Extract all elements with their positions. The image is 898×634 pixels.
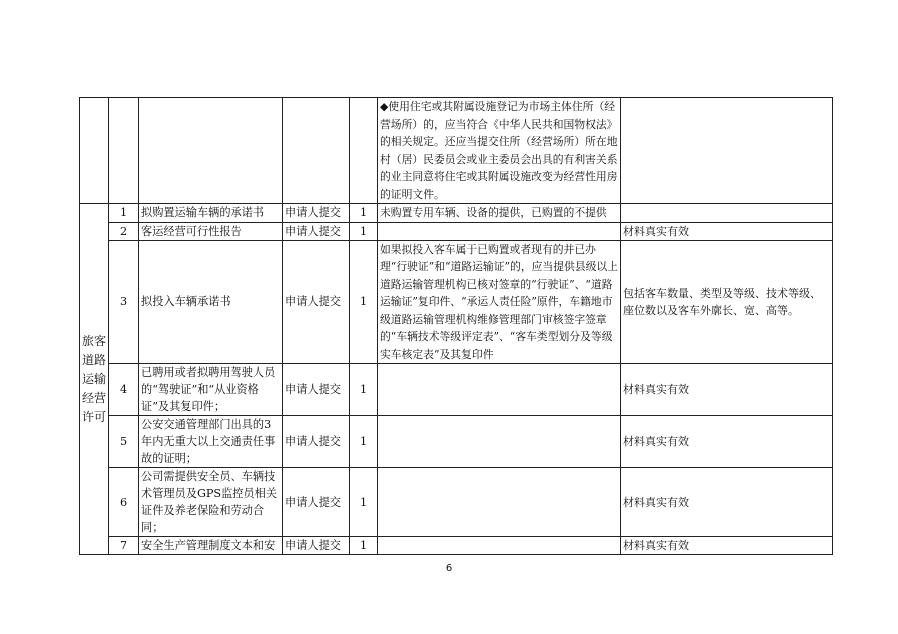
num-cell: 4 xyxy=(109,364,139,416)
remark-cell xyxy=(621,204,833,223)
name-cell: 客运经营可行性报告 xyxy=(139,222,283,240)
note-cell xyxy=(378,468,621,537)
remark-cell: 材料真实有效 xyxy=(621,537,833,555)
source-cell: 申请人提交 xyxy=(283,240,350,364)
count-cell: 1 xyxy=(350,222,378,240)
count-cell: 1 xyxy=(350,204,378,223)
name-cell: 安全生产管理制度文本和安 xyxy=(139,537,283,555)
table-row xyxy=(80,468,833,537)
materials-table xyxy=(79,97,833,555)
note-cell xyxy=(378,416,621,468)
remark-cell: 材料真实有效 xyxy=(621,222,833,240)
name-cell: 拟购置运输车辆的承诺书 xyxy=(139,204,283,223)
table-row xyxy=(80,537,833,555)
source-cell: 申请人提交 xyxy=(283,537,350,555)
num-cell: 2 xyxy=(109,222,139,240)
count-cell: 1 xyxy=(350,416,378,468)
note-cell xyxy=(378,537,621,555)
num-cell: 5 xyxy=(109,416,139,468)
table-row xyxy=(80,416,833,468)
page-number: 6 xyxy=(445,563,453,574)
count-cell: 1 xyxy=(350,468,378,537)
remark-cell: 材料真实有效 xyxy=(621,468,833,537)
name-cell: 公安交通管理部门出具的3年内无重大以上交通责任事故的证明； xyxy=(139,416,283,468)
note-cell: 如果拟投入客车属于已购置或者现有的并已办理“行驶证”和“道路运输证”的，应当提供县级以上道路运输管理机构已核对签章的“行驶证”、“道路运输证”复印件、“承运人责任险”原件，车籍地市级道路运输管理机构维修管理部门审核签字签章的“车辆技术等级评定表”、“客车类型划分及等级实车核定表”及其复印件 xyxy=(378,240,621,364)
num-cell: 6 xyxy=(109,468,139,537)
name-cell: 公司需提供安全员、车辆技术管理员及GPS监控员相关证件及养老保险和劳动合同； xyxy=(139,468,283,537)
source-cell: 申请人提交 xyxy=(283,364,350,416)
source-cell: 申请人提交 xyxy=(283,416,350,468)
source-cell xyxy=(283,98,350,204)
count-cell: 1 xyxy=(350,240,378,364)
note-cell: 未购置专用车辆、设备的提供，已购置的不提供 xyxy=(378,204,621,223)
note-cell xyxy=(378,364,621,416)
note-cell: ◆使用住宅或其附属设施登记为市场主体住所（经营场所）的，应当符合《中华人民共和国物权法》的相关规定。还应当提交住所（经营场所）所在地村（居）民委员会或业主委员会出具的有利害关系的业主同意将住宅或其附属设施改变为经营性用房的证明文件。 xyxy=(378,98,621,204)
source-cell: 申请人提交 xyxy=(283,468,350,537)
table-row xyxy=(80,222,833,240)
category-cell-prev xyxy=(80,98,109,204)
name-cell xyxy=(139,98,283,204)
remark-cell: 材料真实有效 xyxy=(621,416,833,468)
count-cell: 1 xyxy=(350,364,378,416)
source-cell: 申请人提交 xyxy=(283,204,350,223)
remark-cell xyxy=(621,98,833,204)
remark-cell: 包括客车数量、类型及等级、技术等级、座位数以及客车外廓长、宽、高等。 xyxy=(621,240,833,364)
count-cell: 1 xyxy=(350,537,378,555)
num-cell: 1 xyxy=(109,204,139,223)
table-row xyxy=(80,240,833,364)
name-cell: 拟投入车辆承诺书 xyxy=(139,240,283,364)
category-cell: 旅客道路运输经营许可 xyxy=(80,204,109,555)
table-row xyxy=(80,98,833,204)
num-cell: 7 xyxy=(109,537,139,555)
table-row xyxy=(80,204,833,223)
num-cell xyxy=(109,98,139,204)
source-cell: 申请人提交 xyxy=(283,222,350,240)
name-cell: 已聘用或者拟聘用驾驶人员的“驾驶证”和“从业资格证”及其复印件； xyxy=(139,364,283,416)
note-cell xyxy=(378,222,621,240)
num-cell: 3 xyxy=(109,240,139,364)
remark-cell: 材料真实有效 xyxy=(621,364,833,416)
count-cell xyxy=(350,98,378,204)
table-row xyxy=(80,364,833,416)
